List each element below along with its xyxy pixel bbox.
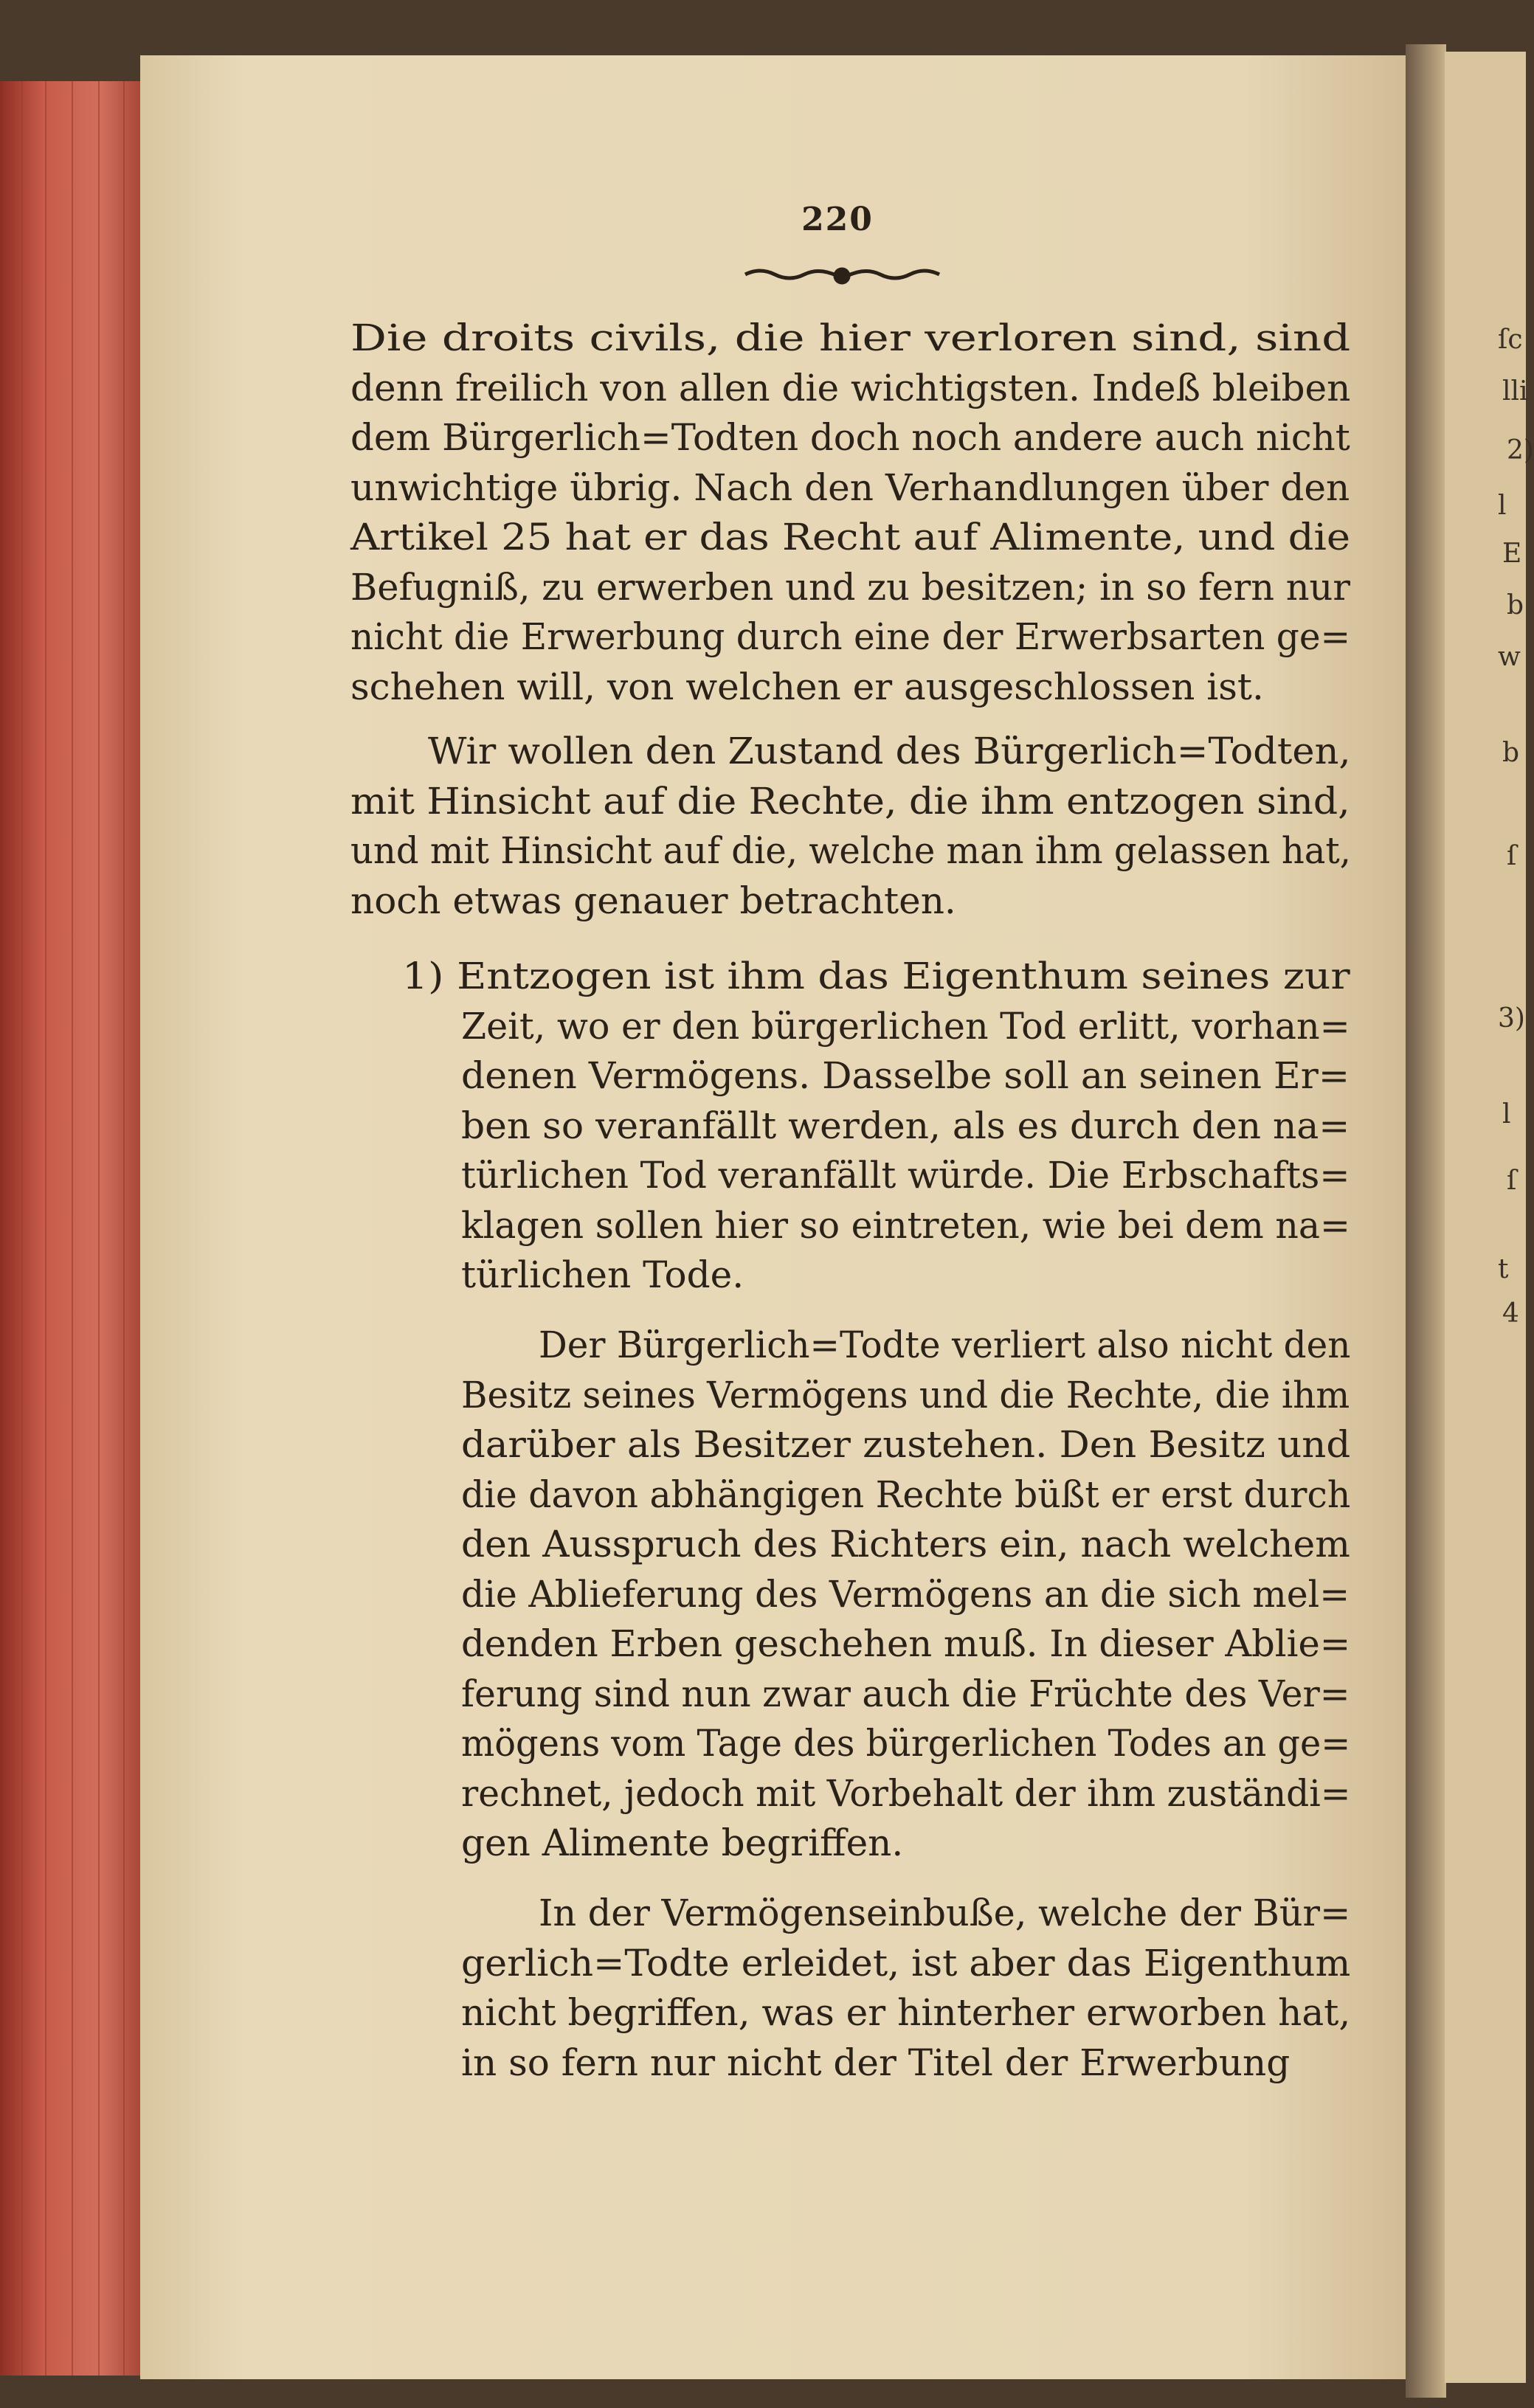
text-line: klagen sollen hier so eintreten, wie bei dem na= xyxy=(461,1203,1350,1247)
margin-glyph: ſ xyxy=(1507,841,1517,871)
margin-glyph: ſc xyxy=(1498,325,1523,355)
text-line: Artikel 25 hat er das Recht auf Alimente, und die xyxy=(350,516,1351,558)
text-line: türlichen Tode. xyxy=(461,1253,744,1296)
text-line: die Ablieferung des Vermögens an die sich mel= xyxy=(461,1572,1350,1616)
text-line: Besitz seines Vermögens und die Rechte, die ihm xyxy=(461,1373,1350,1416)
text-line: gen Alimente begriffen. xyxy=(461,1821,904,1864)
text-line: Befugniß, zu erwerben und zu besitzen; in so fern nur xyxy=(350,565,1350,609)
text-line: dem Bürgerlich=Todten doch noch andere auch nicht xyxy=(350,416,1350,459)
text-line: In der Vermögenseinbuße, welche der Bür= xyxy=(539,1892,1351,1934)
margin-glyph: 3) xyxy=(1498,1003,1525,1034)
text-line: schehen will, von welchen er ausgeschlossen ist. xyxy=(350,665,1264,708)
margin-glyph: E xyxy=(1502,539,1522,569)
margin-glyph: b xyxy=(1502,738,1520,768)
margin-glyph: l xyxy=(1502,1099,1511,1129)
text-line: ferung sind nun zwar auch die Früchte des Ver= xyxy=(461,1672,1350,1715)
text-line: türlichen Tod veranfällt würde. Die Erbschafts= xyxy=(461,1154,1350,1197)
page-number: 220 xyxy=(801,201,874,238)
text-line: rechnet, jedoch mit Vorbehalt der ihm zuständi= xyxy=(461,1771,1351,1815)
margin-glyph: lli xyxy=(1502,376,1528,406)
margin-glyph: b xyxy=(1507,590,1524,620)
text-line: Die droits civils, die hier verloren sind, sind xyxy=(350,316,1351,359)
margin-glyph: l xyxy=(1498,491,1507,521)
text-line: Der Bürgerlich=Todte verliert also nicht den xyxy=(539,1324,1351,1366)
text-line: die davon abhängigen Rechte büßt er erst durch xyxy=(461,1473,1351,1516)
margin-glyph: w xyxy=(1498,642,1521,672)
text-line: in so fern nur nicht der Titel der Erwerbung xyxy=(461,2041,1291,2084)
text-line: noch etwas genauer betrachten. xyxy=(350,879,956,922)
margin-glyph: ſ xyxy=(1507,1166,1517,1196)
text-line: denen Vermögens. Dasselbe soll an seinen Er= xyxy=(461,1054,1350,1097)
margin-glyph: 4 xyxy=(1502,1298,1519,1329)
text-line: 1) Entzogen ist ihm das Eigenthum seines zur xyxy=(402,955,1350,997)
text-line: darüber als Besitzer zustehen. Den Besitz und xyxy=(461,1423,1351,1466)
text-line: gerlich=Todte erleidet, ist aber das Eigenthum xyxy=(461,1941,1351,1985)
text-line: den Ausspruch des Richters ein, nach welchem xyxy=(461,1523,1350,1565)
margin-glyph: 2) xyxy=(1507,435,1534,466)
text-line: denn freilich von allen die wichtigsten. Indeß bleiben xyxy=(350,366,1351,409)
text-line: ben so veranfällt werden, als es durch den na= xyxy=(461,1104,1350,1147)
gutter-shadow xyxy=(1406,44,1446,2398)
text-line: nicht die Erwerbung durch eine der Erwerbsarten ge= xyxy=(350,615,1351,658)
text-line: Zeit, wo er den bürgerlichen Tod erlitt, vorhan= xyxy=(461,1004,1350,1048)
text-line: und mit Hinsicht auf die, welche man ihm gelassen hat, xyxy=(350,829,1351,872)
text-line: denden Erben geschehen muß. In dieser Ablie= xyxy=(461,1622,1351,1665)
text-line: nicht begriffen, was er hinterher erworben hat, xyxy=(461,1991,1351,2034)
text-line: Wir wollen den Zustand des Bürgerlich=Todten, xyxy=(428,730,1351,772)
text-line: mögens vom Tage des bürgerlichen Todes an ge= xyxy=(461,1722,1351,1765)
text-line: mit Hinsicht auf die Rechte, die ihm entzogen sind, xyxy=(350,779,1350,823)
margin-glyph: t xyxy=(1498,1254,1509,1284)
text-line: unwichtige übrig. Nach den Verhandlungen über den xyxy=(350,466,1350,509)
